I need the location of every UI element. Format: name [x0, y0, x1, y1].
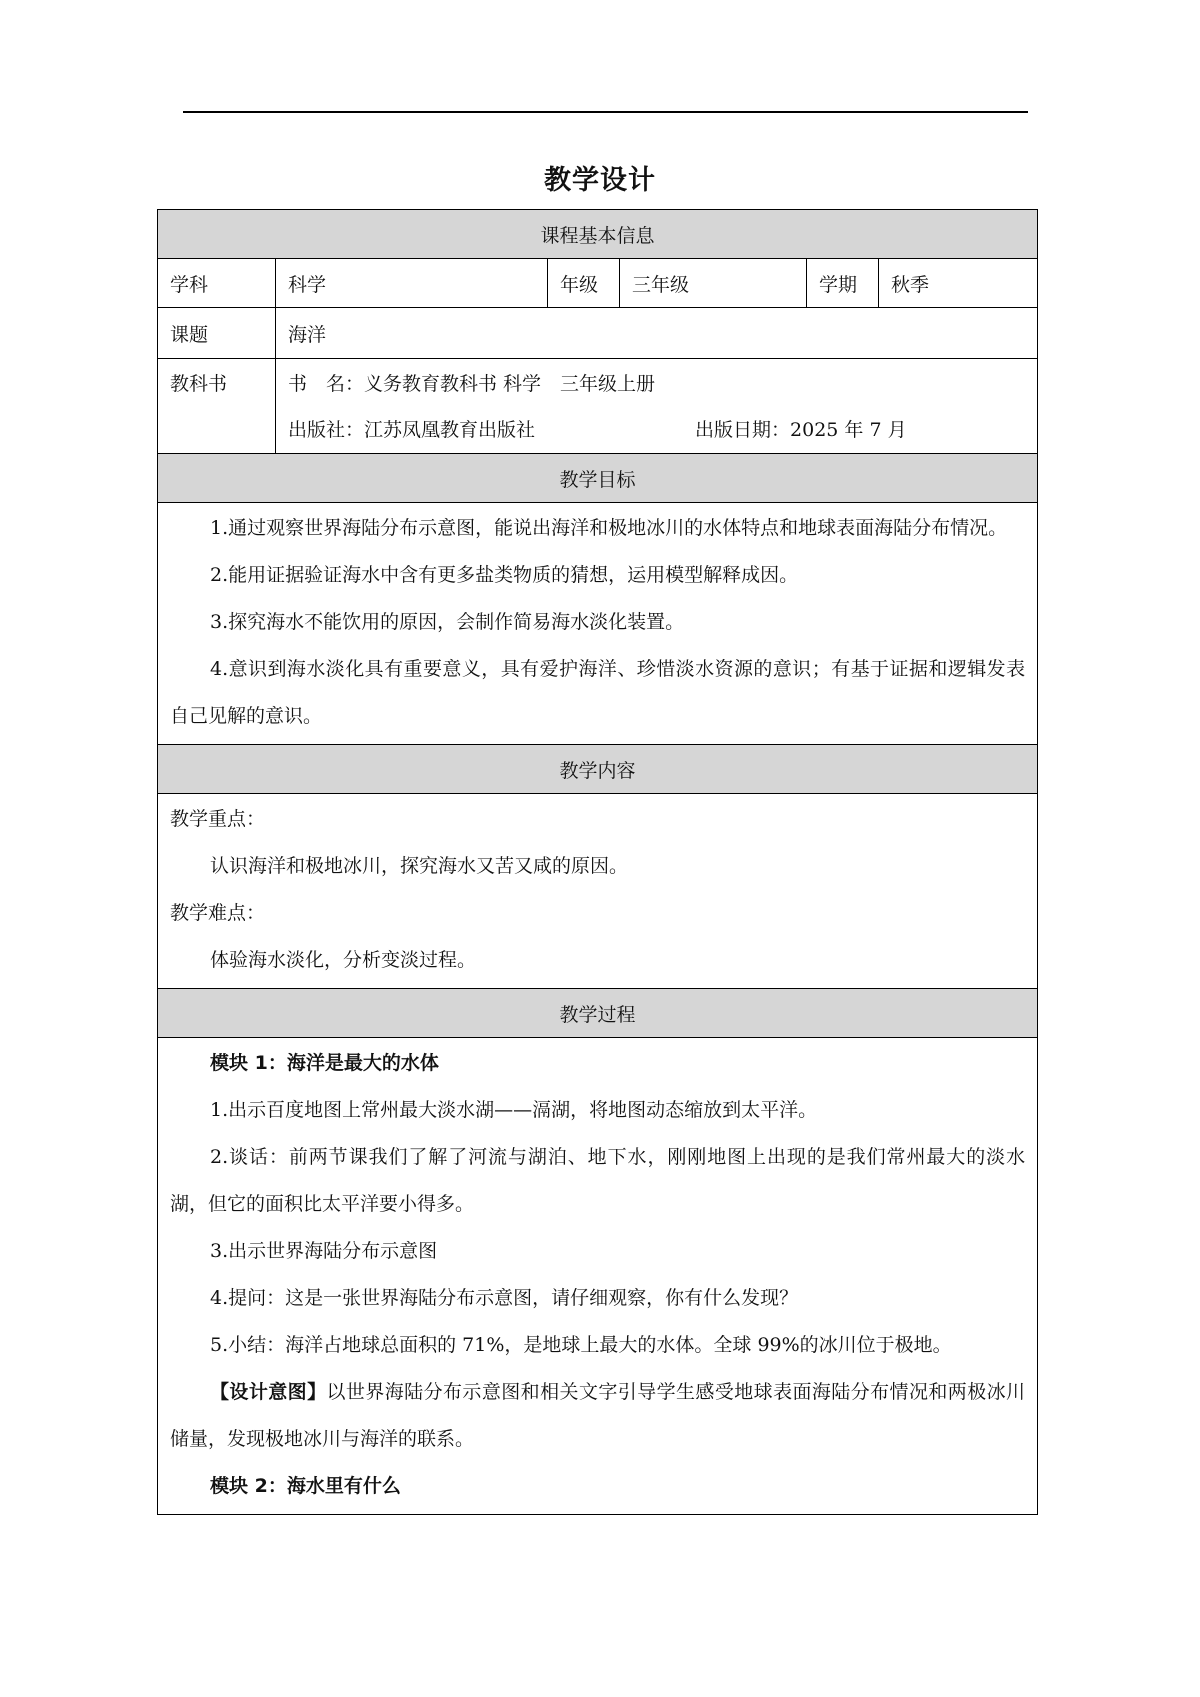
grade-value: 三年级: [620, 259, 807, 308]
subject-value: 科学: [276, 259, 548, 308]
topic-label: 课题: [158, 308, 276, 359]
objective-item: 1.通过观察世界海陆分布示意图，能说出海洋和极地冰川的水体特点和地球表面海陆分布情况。: [210, 517, 1008, 539]
lesson-plan-table: [157, 209, 1038, 1515]
document-title: 教学设计: [544, 165, 656, 196]
difficulty-text: 体验海水淡化，分析变淡过程。: [210, 949, 477, 971]
key-point-label: 教学重点：: [170, 808, 266, 830]
topic-row: [158, 308, 1038, 359]
module-2-title: 模块 2：海水里有什么: [210, 1475, 401, 1497]
design-intent: [170, 1369, 1025, 1463]
objective-item: 4.意识到海水淡化具有重要意义，具有爱护海洋、珍惜淡水资源的意识；有基于证据和逻辑发表自己见解的意识。: [170, 658, 1026, 727]
design-intent-text: 以世界海陆分布示意图和相关文字引导学生感受地球表面海陆分布情况和两极冰川储量，发现极地冰川与海洋的联系。: [170, 1381, 1026, 1450]
header-rule: [183, 111, 1028, 113]
section-header-content: 教学内容: [158, 745, 1038, 794]
process-step: 1.出示百度地图上常州最大淡水湖——滆湖，将地图动态缩放到太平洋。: [210, 1099, 818, 1121]
process-cell: [158, 1038, 1038, 1515]
process-step: 3.出示世界海陆分布示意图: [210, 1240, 438, 1262]
objectives-cell: [158, 503, 1038, 745]
textbook-label: 教科书: [170, 373, 228, 395]
process-step: 5.小结：海洋占地球总面积的 71%，是地球上最大的水体。全球 99%的冰川位于极地。: [210, 1334, 952, 1356]
topic-value: 海洋: [276, 308, 1038, 359]
process-step: 4.提问：这是一张世界海陆分布示意图，请仔细观察，你有什么发现？: [210, 1287, 799, 1309]
process-step: 2.谈话：前两节课我们了解了河流与湖泊、地下水，刚刚地图上出现的是我们常州最大的淡水湖，但它的面积比太平洋要小得多。: [170, 1146, 1026, 1215]
design-intent-label: 【设计意图】: [210, 1381, 327, 1403]
module-1-title: 模块 1：海洋是最大的水体: [210, 1052, 439, 1074]
textbook-publish-date: 出版日期：2025 年 7 月: [695, 419, 907, 441]
term-label: 学期: [807, 259, 879, 308]
section-header-basic-info: 课程基本信息: [158, 210, 1038, 259]
grade-label: 年级: [548, 259, 620, 308]
textbook-row: [158, 359, 1038, 454]
difficulty-label: 教学难点：: [170, 902, 266, 924]
key-point-text: 认识海洋和极地冰川，探究海水又苦又咸的原因。: [210, 855, 629, 877]
textbook-publisher: 出版社：江苏凤凰教育出版社: [288, 419, 536, 441]
subject-label: 学科: [158, 259, 276, 308]
term-value: 秋季: [879, 259, 1038, 308]
objective-item: 3.探究海水不能饮用的原因，会制作简易海水淡化装置。: [210, 611, 685, 633]
section-header-process: 教学过程: [158, 989, 1038, 1038]
section-header-objectives: 教学目标: [158, 454, 1038, 503]
basic-info-row: [158, 259, 1038, 308]
textbook-name: 书 名：义务教育教科书 科学 三年级上册: [288, 373, 656, 395]
content-cell: [158, 794, 1038, 989]
textbook-publisher-line: [288, 407, 1025, 453]
objective-item: 2.能用证据验证海水中含有更多盐类物质的猜想，运用模型解释成因。: [210, 564, 799, 586]
